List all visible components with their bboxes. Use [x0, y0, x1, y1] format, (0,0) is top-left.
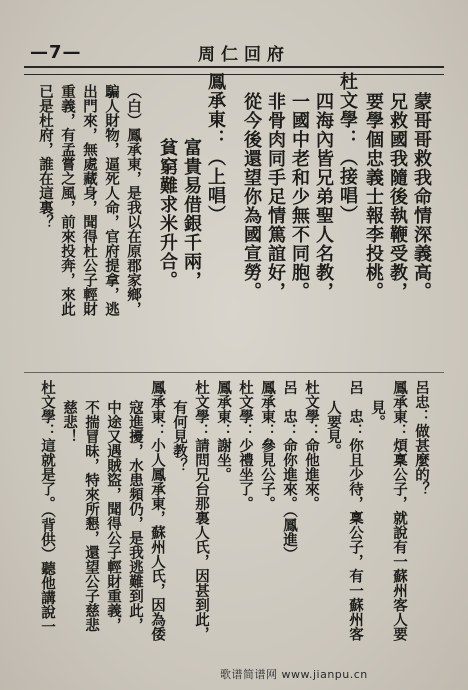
text-column: 重義，有孟嘗之風，前來投奔，來此 [59, 84, 76, 316]
text-column: 出門來，無處藏身，聞得杜公子輕財 [81, 84, 98, 316]
text-column: 杜文學：命他進來。 [303, 380, 320, 511]
text-column: 呂 忠：你且少待，稟公子，有一蘇州客 [347, 380, 364, 641]
watermark-text: 歌谱简谱网 www.jianpu.cn [220, 668, 368, 681]
text-column: 要學個忠義士報李投桃。 [363, 92, 384, 301]
text-column: 中途又遇賊盜，聞得公子輕財重義， [105, 400, 122, 632]
text-column: 富貴易借銀千兩， [181, 138, 202, 290]
text-column: 寇進擾，水患頻仍，是我逃難到此， [127, 400, 144, 632]
text-column: 杜文學：請問兄台那裏人氏，因甚到此， [193, 380, 210, 641]
text-column: 鳳承東：（上唱） [205, 72, 226, 224]
running-title: 周仁回府 [198, 45, 290, 65]
text-column: 呂 忠：命你進來。（鳳進） [281, 380, 298, 562]
header-rule [24, 66, 444, 68]
text-column: 四海內皆兄弟聖人名教， [313, 92, 334, 301]
text-column: 杜文學：（接唱） [337, 72, 358, 224]
text-column: 慈悲！ [61, 400, 78, 444]
text-column: 蒙哥哥救我命情深義高。 [411, 92, 432, 301]
text-column: 已是杜府，誰在這裏？ [37, 84, 54, 229]
text-column: 呂忠：做甚麼的？ [413, 380, 430, 496]
section-divider [24, 372, 444, 373]
header-rule-thin [24, 74, 444, 75]
text-column: 杜文學：這就是了。（背供）聽他講說一 [39, 380, 56, 634]
text-column: （白）鳳承東，是我以在原郡家鄉， [125, 84, 142, 316]
text-column: 騙人財物，逼死人命，官府提拿，逃 [103, 84, 120, 316]
text-column: 鳳承東：謝坐。 [215, 380, 232, 482]
text-column: 鳳承東：煩稟公子，就說有一蘇州客人要 [391, 380, 408, 641]
text-column: 鳳承東：參見公子。 [259, 380, 276, 511]
text-column: 非骨肉同手足情篤誼好， [265, 92, 286, 301]
text-column: 貧窮難求米升合。 [157, 138, 178, 290]
text-column: 人要見。 [325, 400, 342, 458]
text-column: 見。 [369, 400, 386, 429]
text-column: 一國中老和少無不同胞。 [289, 92, 310, 301]
text-column: 從今後還望你為國宣勞。 [241, 92, 262, 301]
text-column: 鳳承東：小人鳳承東，蘇州人氏，因為倭 [149, 380, 166, 641]
text-column: 杜文學：少禮坐了。 [237, 380, 254, 511]
page-number: —7— [30, 42, 82, 63]
text-column: 有何見教？ [171, 400, 188, 473]
text-column: 不揣冒昧，特來所懇，還望公子慈悲 [83, 400, 100, 632]
text-column: 兄救國我隨後執鞭受教， [387, 92, 408, 301]
